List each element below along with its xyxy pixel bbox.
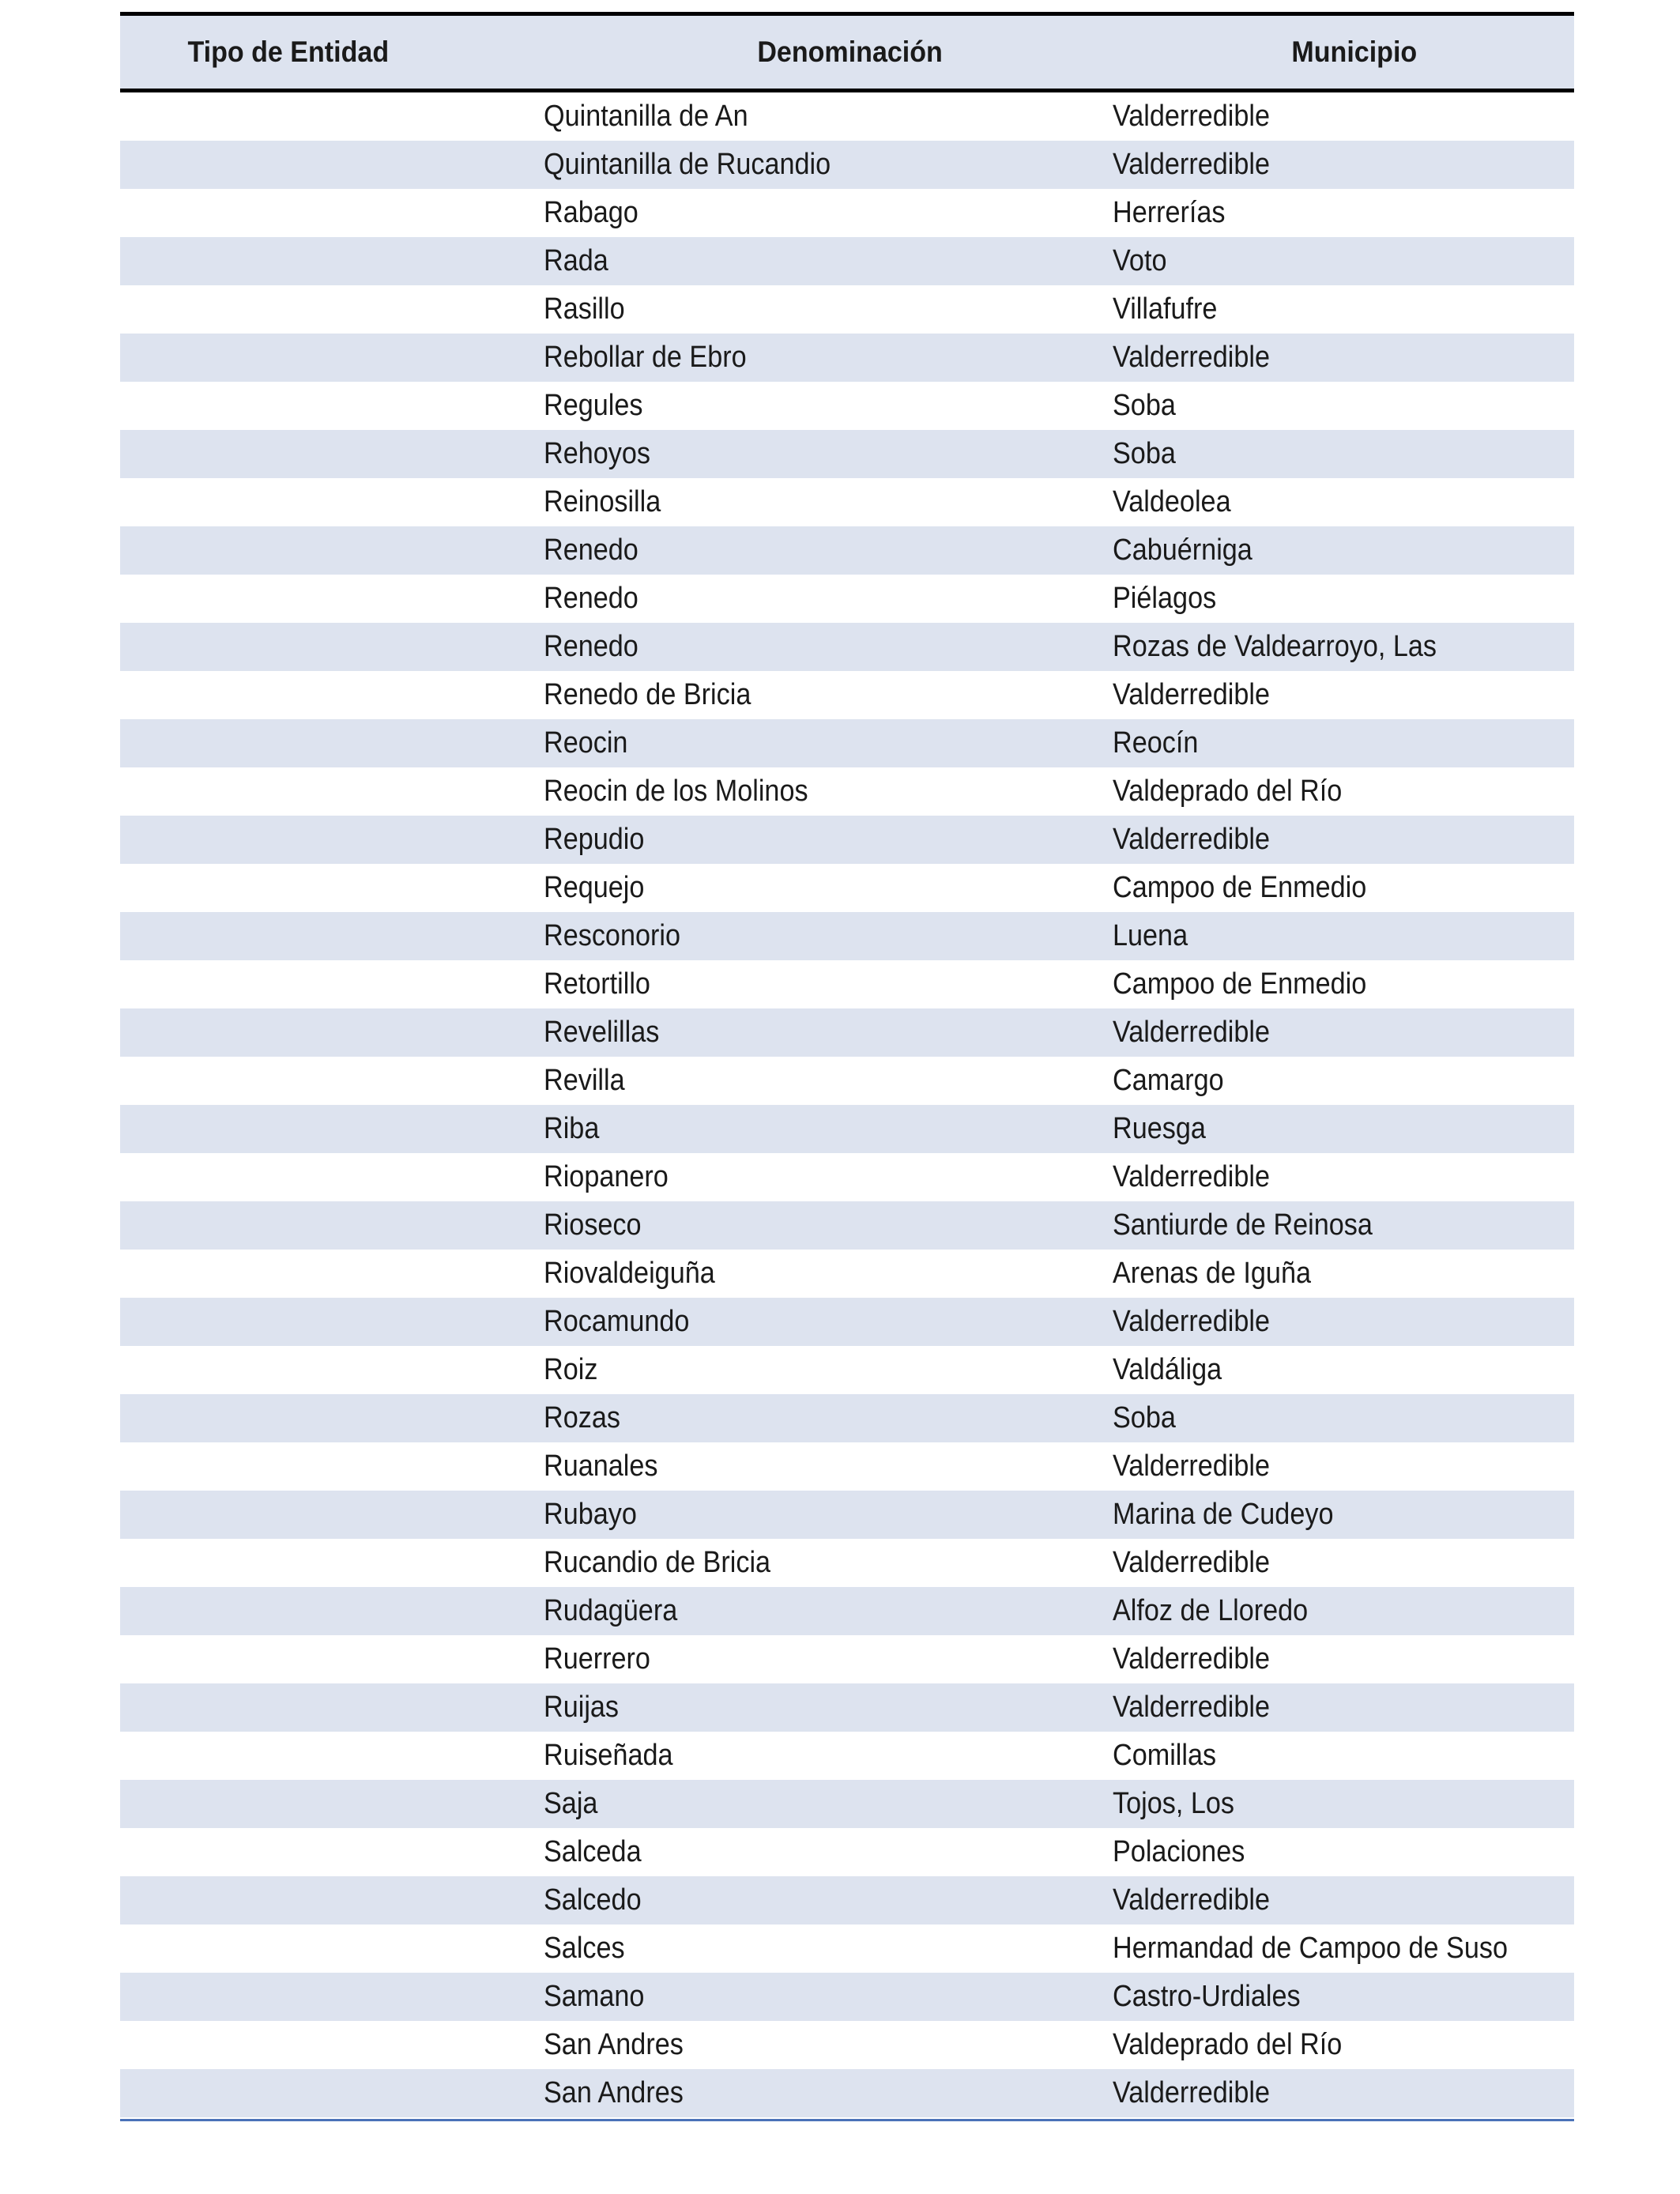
cell-tipo-entidad <box>120 292 544 326</box>
cell-denominacion <box>544 1546 1113 1580</box>
cell-denominacion <box>544 871 1113 905</box>
cell-municipio-text: Luena <box>1113 919 1188 952</box>
cell-tipo-entidad <box>120 100 544 134</box>
cell-municipio <box>1113 1594 1574 1628</box>
cell-denominacion <box>544 1401 1113 1435</box>
cell-municipio-text: Valderredible <box>1113 2076 1270 2109</box>
cell-denominacion <box>544 389 1113 423</box>
cell-denominacion-text: Salces <box>544 1932 625 1965</box>
cell-municipio-text: Valderredible <box>1113 1016 1270 1049</box>
cell-tipo-entidad <box>120 582 544 616</box>
cell-tipo-entidad <box>120 341 544 375</box>
cell-denominacion-text: Ruijas <box>544 1691 620 1724</box>
cell-municipio <box>1113 2076 1574 2110</box>
cell-denominacion <box>544 1835 1113 1869</box>
cell-municipio-text: Valdeprado del Río <box>1113 775 1343 808</box>
cell-municipio-text: Reocín <box>1113 726 1199 760</box>
cell-denominacion <box>544 533 1113 567</box>
table-header-row <box>120 12 1574 92</box>
table-body <box>120 92 1574 2117</box>
cell-municipio-text: Valderredible <box>1113 1883 1270 1917</box>
table-row <box>120 1491 1574 1539</box>
cell-tipo-entidad <box>120 1594 544 1628</box>
cell-denominacion <box>544 341 1113 375</box>
cell-denominacion <box>544 148 1113 182</box>
cell-municipio <box>1113 389 1574 423</box>
cell-municipio <box>1113 630 1574 664</box>
cell-tipo-entidad <box>120 1401 544 1435</box>
cell-municipio-text: Valderredible <box>1113 1449 1270 1483</box>
cell-tipo-entidad <box>120 1739 544 1773</box>
cell-municipio-text: Marina de Cudeyo <box>1113 1498 1334 1531</box>
cell-denominacion <box>544 1932 1113 1966</box>
cell-municipio-text: Cabuérniga <box>1113 533 1252 567</box>
cell-tipo-entidad <box>120 196 544 230</box>
cell-municipio-text: Alfoz de Lloredo <box>1113 1594 1309 1627</box>
cell-tipo-entidad <box>120 726 544 760</box>
cell-tipo-entidad <box>120 2076 544 2110</box>
table-row <box>120 2021 1574 2069</box>
cell-denominacion-text: Quintanilla de Rucandio <box>544 148 831 181</box>
cell-denominacion-text: Rebollar de Ebro <box>544 341 747 374</box>
column-header-tipo-entidad: Tipo de Entidad <box>187 36 390 68</box>
cell-denominacion-text: Repudio <box>544 823 645 856</box>
cell-denominacion <box>544 437 1113 471</box>
cell-denominacion <box>544 100 1113 134</box>
cell-tipo-entidad <box>120 1642 544 1676</box>
cell-municipio-text: Valderredible <box>1113 148 1270 181</box>
cell-municipio <box>1113 726 1574 760</box>
table-row <box>120 1539 1574 1587</box>
cell-tipo-entidad <box>120 1016 544 1050</box>
table-row <box>120 719 1574 767</box>
cell-denominacion-text: Salceda <box>544 1835 642 1868</box>
table-row <box>120 189 1574 237</box>
cell-municipio-text: Soba <box>1113 389 1176 422</box>
cell-denominacion-text: Ruanales <box>544 1449 658 1483</box>
cell-tipo-entidad <box>120 1835 544 1869</box>
cell-tipo-entidad <box>120 1787 544 1821</box>
cell-tipo-entidad <box>120 1305 544 1339</box>
cell-denominacion <box>544 1642 1113 1676</box>
cell-tipo-entidad <box>120 244 544 278</box>
cell-municipio <box>1113 678 1574 712</box>
table-row <box>120 1780 1574 1828</box>
cell-municipio <box>1113 1835 1574 1869</box>
table-row <box>120 2069 1574 2117</box>
table-row <box>120 334 1574 382</box>
cell-municipio-text: Herrerías <box>1113 196 1226 229</box>
cell-tipo-entidad <box>120 919 544 953</box>
table-row <box>120 1008 1574 1057</box>
cell-municipio-text: Piélagos <box>1113 582 1217 615</box>
cell-municipio-text: Valderredible <box>1113 1642 1270 1676</box>
cell-municipio-text: Valderredible <box>1113 1160 1270 1193</box>
table-bottom-rule <box>120 2119 1574 2121</box>
cell-denominacion <box>544 1787 1113 1821</box>
cell-denominacion-text: Rucandio de Bricia <box>544 1546 771 1579</box>
cell-municipio <box>1113 1401 1574 1435</box>
cell-denominacion-text: Rubayo <box>544 1498 637 1531</box>
cell-denominacion-text: Renedo <box>544 630 638 663</box>
cell-tipo-entidad <box>120 1353 544 1387</box>
cell-denominacion-text: San Andres <box>544 2028 684 2061</box>
cell-denominacion-text: Requejo <box>544 871 645 904</box>
cell-denominacion <box>544 1064 1113 1098</box>
cell-denominacion-text: Reocin <box>544 726 628 760</box>
cell-tipo-entidad <box>120 437 544 471</box>
cell-denominacion-text: Ruiseñada <box>544 1739 673 1772</box>
table-row <box>120 1442 1574 1491</box>
cell-denominacion-text: Reocin de los Molinos <box>544 775 808 808</box>
cell-denominacion <box>544 1691 1113 1725</box>
table-row <box>120 1876 1574 1924</box>
cell-denominacion-text: Riopanero <box>544 1160 669 1193</box>
cell-tipo-entidad <box>120 823 544 857</box>
cell-denominacion <box>544 2076 1113 2110</box>
cell-denominacion <box>544 630 1113 664</box>
cell-municipio <box>1113 582 1574 616</box>
cell-municipio <box>1113 1980 1574 2014</box>
column-header-denominacion: Denominación <box>757 36 943 68</box>
table-row <box>120 526 1574 575</box>
cell-denominacion <box>544 1160 1113 1194</box>
table-row <box>120 1250 1574 1298</box>
cell-denominacion <box>544 1980 1113 2014</box>
cell-denominacion-text: Rozas <box>544 1401 620 1434</box>
table-row <box>120 575 1574 623</box>
table-row <box>120 1394 1574 1442</box>
cell-municipio-text: Rozas de Valdearroyo, Las <box>1113 630 1437 663</box>
cell-municipio-text: Valderredible <box>1113 100 1270 133</box>
cell-municipio-text: Campoo de Enmedio <box>1113 967 1367 1001</box>
table-row <box>120 1635 1574 1683</box>
cell-tipo-entidad <box>120 148 544 182</box>
table-row <box>120 864 1574 912</box>
cell-tipo-entidad <box>120 1498 544 1532</box>
cell-denominacion-text: Quintanilla de An <box>544 100 748 133</box>
table-row <box>120 1298 1574 1346</box>
cell-denominacion-text: Reinosilla <box>544 485 661 518</box>
cell-denominacion-text: Resconorio <box>544 919 680 952</box>
cell-municipio <box>1113 919 1574 953</box>
cell-denominacion-text: Rada <box>544 244 608 277</box>
cell-denominacion-text: Ruerrero <box>544 1642 650 1676</box>
cell-denominacion-text: Renedo de Bricia <box>544 678 751 711</box>
cell-municipio-text: Hermandad de Campoo de Suso <box>1113 1932 1509 1965</box>
cell-denominacion-text: Rioseco <box>544 1208 642 1242</box>
cell-municipio <box>1113 871 1574 905</box>
table-row <box>120 1973 1574 2021</box>
cell-denominacion <box>544 1257 1113 1291</box>
cell-municipio <box>1113 1691 1574 1725</box>
cell-denominacion <box>544 1208 1113 1242</box>
cell-denominacion-text: Rasillo <box>544 292 625 326</box>
cell-municipio-text: Valderredible <box>1113 1305 1270 1338</box>
cell-municipio-text: Campoo de Enmedio <box>1113 871 1367 904</box>
cell-municipio <box>1113 533 1574 567</box>
cell-municipio-text: Villafufre <box>1113 292 1218 326</box>
cell-municipio-text: Valderredible <box>1113 1691 1270 1724</box>
cell-denominacion-text: Rehoyos <box>544 437 650 470</box>
cell-denominacion-text: Revilla <box>544 1064 625 1097</box>
cell-municipio-text: Soba <box>1113 1401 1176 1434</box>
cell-municipio-text: Valderredible <box>1113 823 1270 856</box>
table-row <box>120 1201 1574 1250</box>
cell-tipo-entidad <box>120 1064 544 1098</box>
column-header-municipio: Municipio <box>1291 36 1418 68</box>
table-row <box>120 767 1574 816</box>
cell-municipio-text: Comillas <box>1113 1739 1217 1772</box>
cell-denominacion <box>544 1305 1113 1339</box>
cell-tipo-entidad <box>120 1883 544 1917</box>
cell-denominacion <box>544 292 1113 326</box>
table-row <box>120 430 1574 478</box>
cell-denominacion <box>544 919 1113 953</box>
cell-municipio <box>1113 244 1574 278</box>
cell-municipio <box>1113 485 1574 519</box>
cell-denominacion <box>544 823 1113 857</box>
cell-denominacion <box>544 1353 1113 1387</box>
cell-municipio-text: Valdeprado del Río <box>1113 2028 1343 2061</box>
cell-denominacion-text: Rabago <box>544 196 638 229</box>
cell-municipio <box>1113 148 1574 182</box>
cell-tipo-entidad <box>120 678 544 712</box>
cell-municipio <box>1113 1257 1574 1291</box>
cell-municipio-text: Voto <box>1113 244 1167 277</box>
cell-municipio <box>1113 2028 1574 2062</box>
table-row <box>120 1153 1574 1201</box>
cell-tipo-entidad <box>120 967 544 1001</box>
cell-municipio <box>1113 196 1574 230</box>
cell-municipio <box>1113 1787 1574 1821</box>
cell-municipio <box>1113 437 1574 471</box>
cell-denominacion-text: Rudagüera <box>544 1594 678 1627</box>
cell-tipo-entidad <box>120 1112 544 1146</box>
cell-municipio-text: Ruesga <box>1113 1112 1206 1145</box>
cell-denominacion <box>544 1883 1113 1917</box>
cell-municipio <box>1113 341 1574 375</box>
cell-municipio <box>1113 1498 1574 1532</box>
cell-denominacion-text: Samano <box>544 1980 645 2013</box>
cell-denominacion-text: Roiz <box>544 1353 598 1386</box>
cell-tipo-entidad <box>120 1691 544 1725</box>
cell-denominacion-text: San Andres <box>544 2076 684 2109</box>
table-row <box>120 1346 1574 1394</box>
cell-municipio-text: Valderredible <box>1113 1546 1270 1579</box>
cell-municipio <box>1113 1064 1574 1098</box>
cell-municipio-text: Tojos, Los <box>1113 1787 1234 1820</box>
cell-denominacion-text: Rocamundo <box>544 1305 690 1338</box>
cell-municipio <box>1113 1353 1574 1387</box>
cell-denominacion-text: Salcedo <box>544 1883 642 1917</box>
cell-denominacion-text: Riovaldeiguña <box>544 1257 715 1290</box>
cell-municipio-text: Santiurde de Reinosa <box>1113 1208 1373 1242</box>
cell-denominacion <box>544 678 1113 712</box>
cell-municipio <box>1113 1739 1574 1773</box>
cell-municipio-text: Valderredible <box>1113 341 1270 374</box>
table-row <box>120 960 1574 1008</box>
cell-tipo-entidad <box>120 389 544 423</box>
cell-tipo-entidad <box>120 485 544 519</box>
cell-denominacion <box>544 1594 1113 1628</box>
cell-municipio <box>1113 1016 1574 1050</box>
cell-municipio <box>1113 1883 1574 1917</box>
cell-tipo-entidad <box>120 1932 544 1966</box>
table-row <box>120 912 1574 960</box>
table-row <box>120 382 1574 430</box>
cell-denominacion-text: Saja <box>544 1787 598 1820</box>
table-row <box>120 237 1574 285</box>
cell-tipo-entidad <box>120 1160 544 1194</box>
cell-municipio-text: Arenas de Iguña <box>1113 1257 1312 1290</box>
cell-denominacion-text: Revelillas <box>544 1016 660 1049</box>
cell-municipio <box>1113 1112 1574 1146</box>
entities-table <box>120 12 1574 2121</box>
cell-municipio <box>1113 1642 1574 1676</box>
cell-municipio-text: Valderredible <box>1113 678 1270 711</box>
cell-municipio <box>1113 292 1574 326</box>
cell-municipio-text: Valdeolea <box>1113 485 1231 518</box>
cell-denominacion <box>544 485 1113 519</box>
cell-tipo-entidad <box>120 1980 544 2014</box>
table-row <box>120 1828 1574 1876</box>
cell-denominacion <box>544 582 1113 616</box>
table-row <box>120 623 1574 671</box>
cell-tipo-entidad <box>120 630 544 664</box>
table-row <box>120 1057 1574 1105</box>
cell-denominacion <box>544 1498 1113 1532</box>
cell-denominacion <box>544 196 1113 230</box>
table-row <box>120 1683 1574 1732</box>
cell-denominacion-text: Renedo <box>544 582 638 615</box>
cell-tipo-entidad <box>120 1208 544 1242</box>
cell-denominacion <box>544 1112 1113 1146</box>
cell-municipio-text: Polaciones <box>1113 1835 1245 1868</box>
cell-denominacion-text: Riba <box>544 1112 600 1145</box>
cell-municipio <box>1113 1546 1574 1580</box>
cell-tipo-entidad <box>120 775 544 809</box>
cell-municipio-text: Camargo <box>1113 1064 1224 1097</box>
cell-denominacion-text: Renedo <box>544 533 638 567</box>
table-row <box>120 285 1574 334</box>
cell-denominacion <box>544 1016 1113 1050</box>
cell-tipo-entidad <box>120 871 544 905</box>
cell-municipio <box>1113 1208 1574 1242</box>
cell-denominacion <box>544 775 1113 809</box>
cell-municipio <box>1113 1449 1574 1483</box>
table-row <box>120 1924 1574 1973</box>
cell-municipio-text: Soba <box>1113 437 1176 470</box>
cell-denominacion-text: Regules <box>544 389 643 422</box>
table-row <box>120 1587 1574 1635</box>
cell-tipo-entidad <box>120 1449 544 1483</box>
table-row <box>120 671 1574 719</box>
cell-tipo-entidad <box>120 533 544 567</box>
cell-municipio-text: Castro-Urdiales <box>1113 1980 1301 2013</box>
cell-tipo-entidad <box>120 1546 544 1580</box>
table-row <box>120 816 1574 864</box>
table-row <box>120 1105 1574 1153</box>
cell-denominacion <box>544 244 1113 278</box>
cell-municipio <box>1113 1305 1574 1339</box>
cell-tipo-entidad <box>120 2028 544 2062</box>
cell-municipio <box>1113 775 1574 809</box>
cell-denominacion <box>544 967 1113 1001</box>
cell-municipio-text: Valdáliga <box>1113 1353 1222 1386</box>
cell-denominacion <box>544 1739 1113 1773</box>
table-row <box>120 1732 1574 1780</box>
cell-denominacion-text: Retortillo <box>544 967 650 1001</box>
cell-denominacion <box>544 1449 1113 1483</box>
cell-denominacion <box>544 2028 1113 2062</box>
cell-municipio <box>1113 823 1574 857</box>
table-row <box>120 478 1574 526</box>
cell-municipio <box>1113 100 1574 134</box>
cell-denominacion <box>544 726 1113 760</box>
table-row <box>120 92 1574 141</box>
cell-municipio <box>1113 1160 1574 1194</box>
table-row <box>120 141 1574 189</box>
cell-municipio <box>1113 1932 1574 1966</box>
cell-municipio <box>1113 967 1574 1001</box>
cell-tipo-entidad <box>120 1257 544 1291</box>
